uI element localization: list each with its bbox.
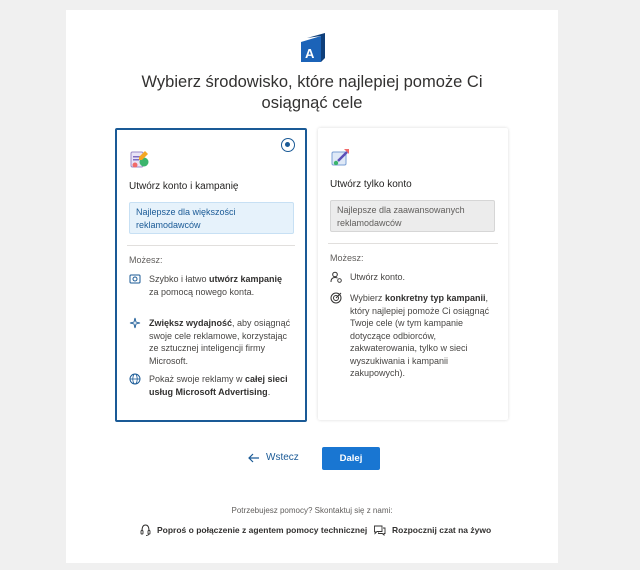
globe-icon: [129, 373, 141, 385]
feature-item: Pokaż swoje reklamy w całej sieci usług Microsoft Advertising.: [129, 373, 301, 398]
back-button[interactable]: [248, 452, 299, 463]
target-icon: [330, 292, 342, 304]
arrow-left-icon: [248, 453, 260, 463]
option-card-account-only[interactable]: [318, 128, 508, 420]
account-setup-icon: [330, 146, 352, 168]
headset-icon: [140, 524, 151, 536]
request-call-label: Poproś o połączenie z agentem pomocy technicznej: [157, 525, 368, 535]
feature-item: Szybko i łatwo utwórz kampanię za pomocą nowego konta.: [129, 273, 301, 298]
help-prompt: Potrzebujesz pomocy? Skontaktuj się z nami:: [231, 506, 393, 515]
person-settings-icon: [330, 271, 342, 283]
feature-item: Wybierz konkretny typ kampanii, który najlepiej pomoże Ci osiągnąć Twoje cele (w tym kampanie dotyczące odbiorców, zakwaterowania, tylko w sieci wyszukiwania i kampanii zakupowych).: [330, 292, 502, 380]
divider: [127, 245, 295, 246]
chat-icon: [373, 524, 386, 536]
next-button[interactable]: Dalej: [322, 447, 380, 470]
option-card-account-and-campaign[interactable]: [115, 128, 307, 422]
live-chat-link[interactable]: [373, 524, 491, 536]
card-title: Utwórz tylko konto: [330, 179, 412, 190]
feature-item: Utwórz konto.: [330, 271, 502, 284]
sparkle-icon: [129, 317, 141, 329]
recommendation-badge: Najlepsze dla zaawansowanych reklamodawców: [330, 200, 495, 232]
recommendation-badge: Najlepsze dla większości reklamodawców: [129, 202, 294, 234]
feature-item: Zwiększ wydajność, aby osiągnąć swoje cele reklamowe, korzystając ze sztucznej inteligencji firmy Microsoft.: [129, 317, 301, 367]
can-label: Możesz:: [330, 253, 364, 263]
svg-text:A: A: [305, 46, 315, 61]
microsoft-advertising-logo: [295, 32, 329, 66]
request-call-link[interactable]: [140, 524, 367, 536]
radio-selected[interactable]: [281, 138, 295, 152]
card-title: Utwórz konto i kampanię: [129, 181, 239, 192]
can-label: Możesz:: [129, 255, 163, 265]
live-chat-label: Rozpocznij czat na żywo: [392, 525, 492, 535]
campaign-builder-icon: [129, 148, 151, 170]
page-title: Wybierz środowisko, które najlepiej pomoże Ci osiągnąć cele: [141, 73, 483, 112]
back-label: Wstecz: [266, 452, 299, 463]
campaign-icon: [129, 273, 141, 285]
divider: [328, 243, 498, 244]
